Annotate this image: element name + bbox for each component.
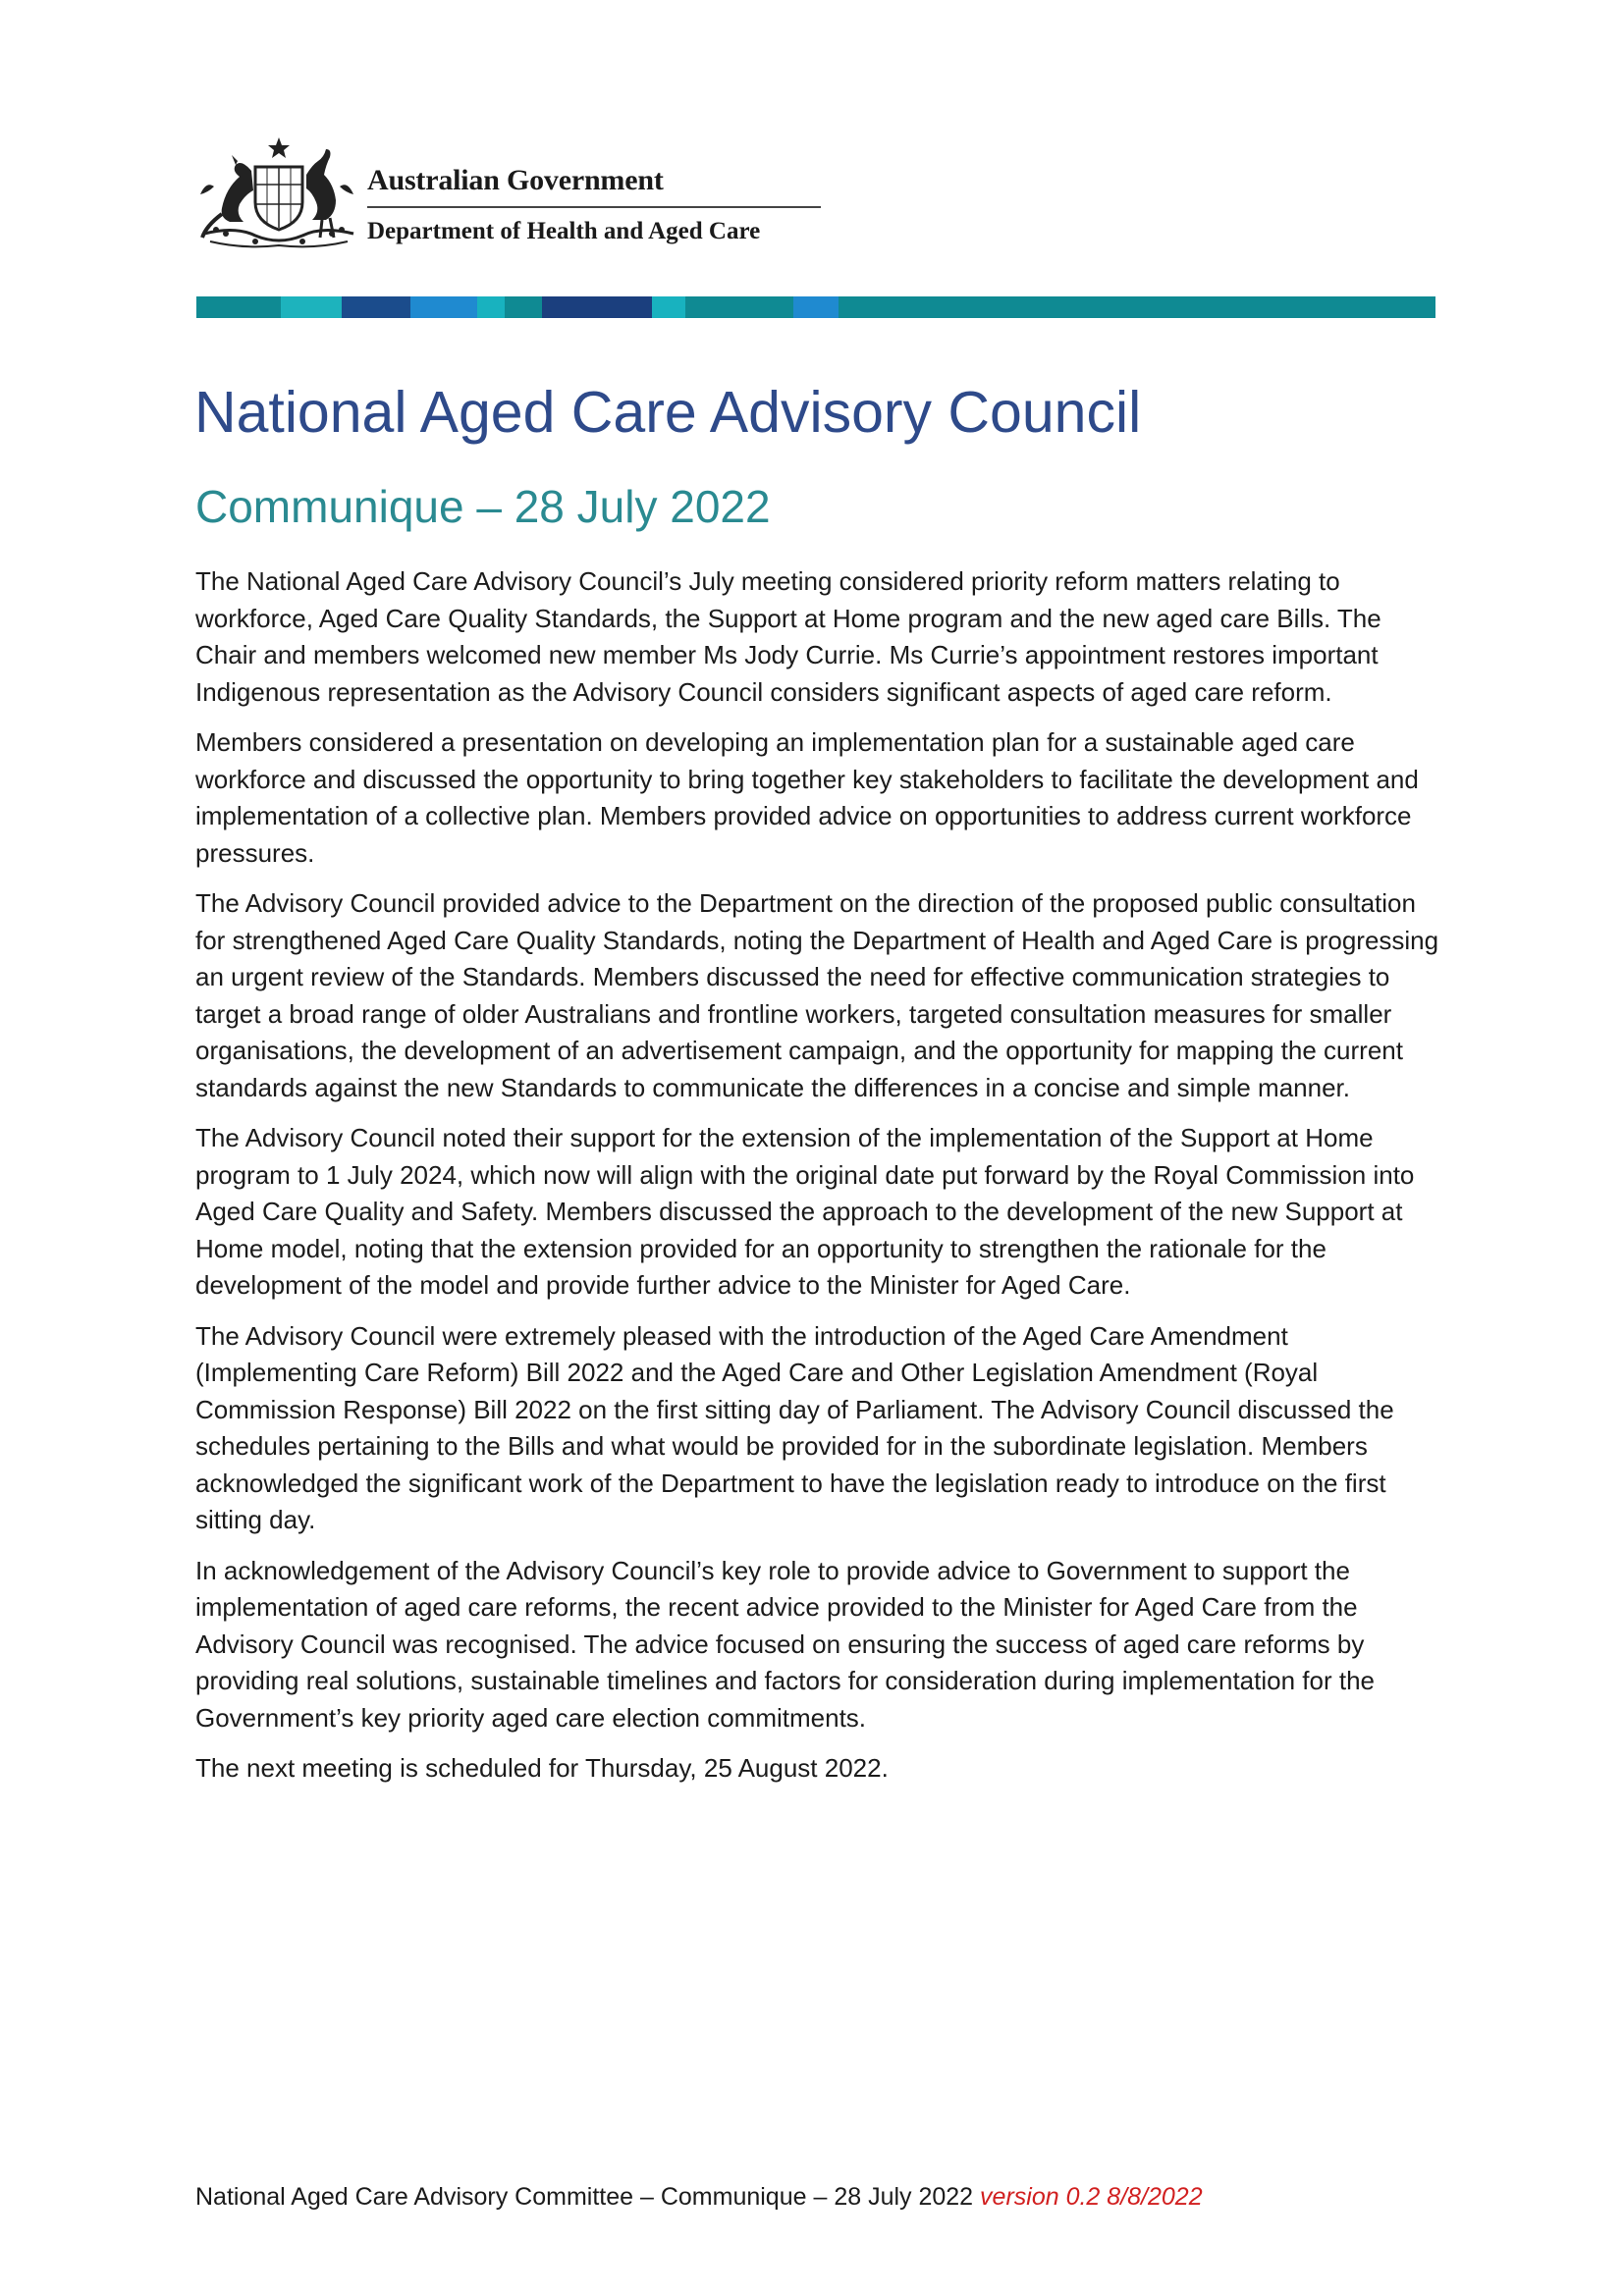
paragraph: Members considered a presentation on developing an implementation plan for a sustainable aged care workforce and discussed the opportunity to bring together key stakeholders to facilitate the development and implementation of a collective plan. Members provided advice on opportunities to address current workforce pressures. <box>195 727 1419 868</box>
strip-segment <box>505 296 542 318</box>
strip-segment <box>342 296 410 318</box>
strip-segment <box>652 296 685 318</box>
paragraph: The Advisory Council noted their support for the extension of the implementation of the Support at Home program to 1 July 2024, which now will align with the original date put forward by the Royal Commission into Aged Care Quality and Safety. Members discussed the approach to the development of the new Support at Home model, noting that the extension provided for an opportunity to strengthen the rationale for the development of the model and provide further advice to the Minister for Aged Care. <box>195 1123 1415 1300</box>
government-branding <box>367 163 821 246</box>
communique-body <box>195 563 1442 1801</box>
paragraph: The Advisory Council were extremely pleased with the introduction of the Aged Care Amendment (Implementing Care Reform) Bill 2022 and the Aged Care and Other Legislation Amendment (Royal Commission Response) Bill 2022 on the first sitting day of Parliament. The Advisory Council discussed the schedules pertaining to the Bills and what would be provided for in the subordinate legislation. Members acknowledged the significant work of the Department to have the legislation ready to introduce on the first sitting day. <box>195 1320 1394 1534</box>
page-title: National Aged Care Advisory Council <box>194 380 1142 445</box>
coat-of-arms-icon <box>196 135 361 251</box>
page-footer <box>195 2181 1203 2213</box>
strip-segment <box>477 296 505 318</box>
footer-text: National Aged Care Advisory Committee – Communique – 28 July 2022 <box>195 2183 981 2211</box>
strip-segment <box>542 296 652 318</box>
paragraph: The Advisory Council provided advice to the Department on the direction of the proposed public consultation for strengthened Aged Care Quality Standards, noting the Department of Health and Aged Care is progressing an urgent review of the Standards. Members discussed the need for effective communication strategies to target a broad range of older Australians and frontline workers, targeted consultation measures for smaller organisations, the development of an advertisement campaign, and the opportunity for mapping the current standards against the new Standards to communicate the differences in a concise and simple manner. <box>195 888 1439 1102</box>
strip-segment <box>196 296 281 318</box>
colour-strip <box>196 296 1435 318</box>
strip-segment <box>793 296 839 318</box>
department-name: Department of Health and Aged Care <box>367 218 761 244</box>
strip-segment <box>839 296 1435 318</box>
government-name: Australian Government <box>367 164 664 196</box>
paragraph: In acknowledgement of the Advisory Council’s key role to provide advice to Government to support the implementation of aged care reforms, the recent advice provided to the Minister for Aged Care from the Advisory Council was recognised. The advice focused on ensuring the success of aged care reforms by providing real solutions, sustainable timelines and factors for consideration during implementation for the Government’s key priority aged care election commitments. <box>195 1555 1375 1733</box>
paragraph: The National Aged Care Advisory Council’s July meeting considered priority reform matters relating to workforce, Aged Care Quality Standards, the Support at Home program and the new aged care Bills. The Chair and members welcomed new member Ms Jody Currie. Ms Currie’s appointment restores important Indigenous representation as the Advisory Council considers significant aspects of aged care reform. <box>195 566 1381 707</box>
paragraph: The next meeting is scheduled for Thursday, 25 August 2022. <box>195 1753 889 1783</box>
strip-segment <box>281 296 342 318</box>
version-label: version 0.2 8/8/2022 <box>980 2183 1203 2211</box>
strip-segment <box>685 296 793 318</box>
branding-divider <box>367 206 821 208</box>
strip-segment <box>410 296 477 318</box>
page-subtitle: Communique – 28 July 2022 <box>195 481 771 532</box>
